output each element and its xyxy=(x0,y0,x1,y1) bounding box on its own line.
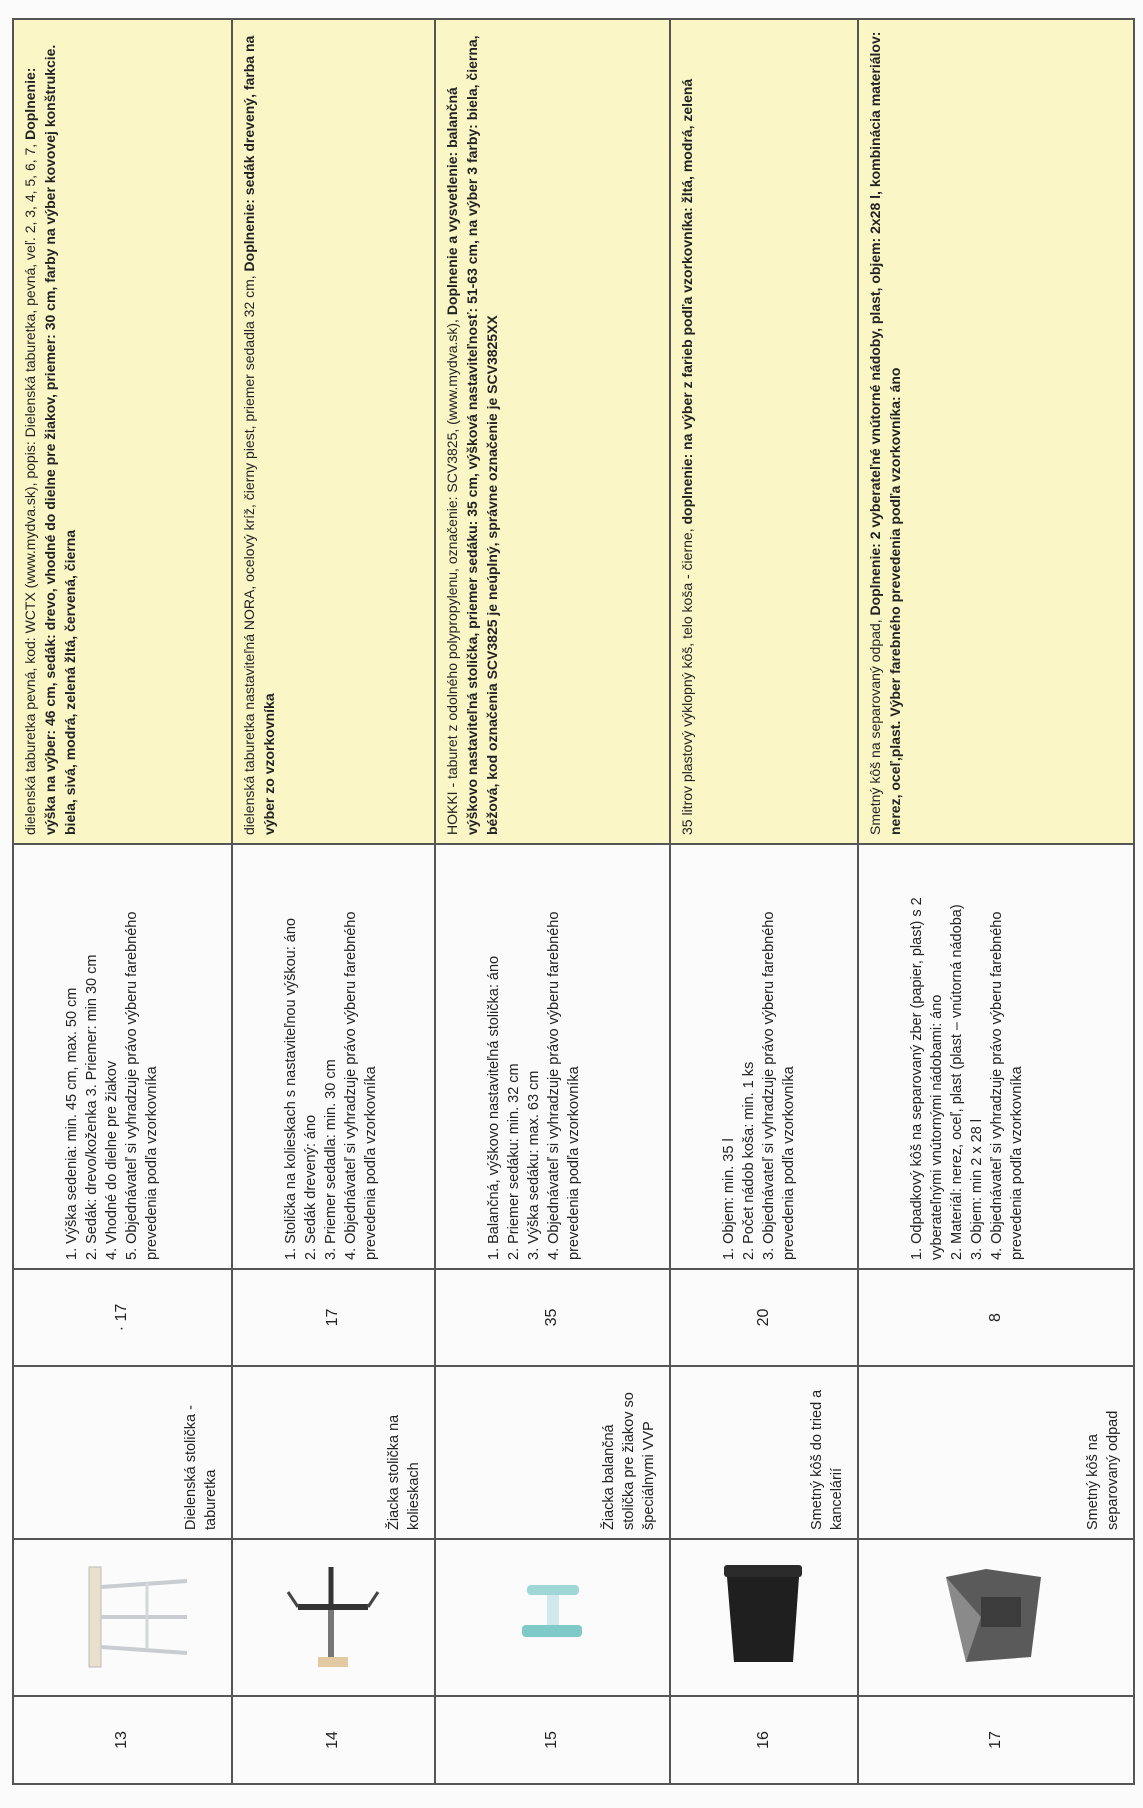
spec-line: 2. Sedák drevený: áno xyxy=(302,1114,319,1260)
spec-line: 1. Stolička na kolieskach s nastaviteľnou výškou: áno xyxy=(282,918,299,1260)
spec-line: prevedenia podľa vzorkovníka xyxy=(1008,1066,1025,1260)
spec-line: 3. Priemer sedadla: min. 30 cm xyxy=(322,1059,339,1260)
quantity: 17 xyxy=(113,1303,131,1322)
quantity-mark: · xyxy=(113,1325,131,1332)
offer-description xyxy=(670,19,858,844)
offer-description xyxy=(858,19,1134,844)
spec-line: vyberateľnými vnútornými nádobami: áno xyxy=(928,994,945,1260)
product-image-cell xyxy=(435,1539,670,1696)
offer-description xyxy=(232,19,435,844)
requirements xyxy=(858,844,1134,1269)
product-image-cell xyxy=(232,1539,435,1696)
product-image-cell xyxy=(858,1539,1134,1696)
product-name: Smetný kôš do tried a kancelárií xyxy=(670,1366,858,1539)
spec-line: prevedenia podľa vzorkovníka xyxy=(362,1066,379,1260)
balance-stool-icon xyxy=(477,1540,627,1695)
spec-line: 1. Objem: min. 35 l xyxy=(720,1138,737,1260)
quantity: 20 xyxy=(670,1269,858,1366)
stool-icon xyxy=(47,1540,197,1695)
spec-line: 3. Výška sedáku: max. 63 cm xyxy=(525,1070,542,1260)
spec-line: 1. Výška sedenia: min. 45 cm, max. 50 cm xyxy=(64,987,80,1260)
offer-addition: Doplnenie: sedák drevený, farba na výber zo vzorkovníka xyxy=(240,35,277,835)
requirements xyxy=(435,844,670,1269)
offer-addition: Doplnenie: 2 vyberateľné vnútorné nádoby, plast, objem: 2x28 l, kombinácia materiálov: nerez, oceľ,plast. Výber farebného prevedenia podľa vzorkovníka: áno xyxy=(866,31,903,835)
offer-text: Smetný kôš na separovaný odpad, xyxy=(866,615,883,835)
offer-addition: Doplnenie: výška na výber: 46 cm, sedák: drevo, vhodné do dielne pre žiakov, priemer: 30 cm, farby na výber kovovej konštrukcie. biela, sivá, modrá, zelená žltá, červená, čierna xyxy=(22,44,78,835)
product-name: Žiacka stolička na kolieskach xyxy=(232,1366,435,1539)
rotated-table-container xyxy=(12,20,1135,1785)
product-name: Žiacka balančná stolička pre žiakov so špeciálnymi VVP xyxy=(435,1366,670,1539)
spec-line: 4. Vhodné do dielne pre žiakov xyxy=(104,1060,120,1260)
spec-line: 4. Objednávateľ si vyhradzuje právo výberu farebného xyxy=(988,911,1005,1260)
quantity: 17 xyxy=(232,1269,435,1366)
quantity: 35 xyxy=(435,1269,670,1366)
spec-line: 4. Objednávateľ si vyhradzuje právo výberu farebného xyxy=(342,911,359,1260)
spec-line: prevedenia podľa vzorkovníka xyxy=(144,1066,160,1260)
product-image-cell xyxy=(670,1539,858,1696)
product-image-cell xyxy=(13,1539,232,1696)
spec-line: prevedenia podľa vzorkovníka xyxy=(780,1066,797,1260)
spec-line: 4. Objednávateľ si vyhradzuje právo výberu farebného xyxy=(545,911,562,1260)
spec-line: 2. Sedák: drevo/koženka 3. Priemer: min 30 cm xyxy=(84,954,100,1260)
offer-text: 35 litrov plastový výklopný kôš, telo koša - čierne, xyxy=(678,524,695,835)
requirements xyxy=(232,844,435,1269)
rolling-stool-icon xyxy=(258,1540,408,1695)
offer-addition: Doplnenie a vysvetlenie: balančná výškovo nastaviteľná stolička, priemer sedáku: 35 cm, výšková nastaviteľnosť: 51-63 cm, na výber 3 farby: biela, čierna, béžová, kod označenia SCV3825 je neúplný, správne označenie je SCV3825XX xyxy=(443,35,500,835)
product-name: Smetný kôš na separovaný odpad xyxy=(858,1366,1134,1539)
table-row xyxy=(232,19,435,1784)
spec-line: 1. Balančná, výškovo nastaviteľná stolička: áno xyxy=(485,955,502,1260)
table-row xyxy=(670,19,858,1784)
offer-text: dielenská taburetka nastaviteľná NORA, ocelový kríž, čierny piest, priemer sedadla 32 cm, xyxy=(240,271,257,835)
offer-text: dielenská taburetka pevná, kod: WCTX (www.mydva.sk), popis: Dielenská taburetka, pevná, veľ. 2, 3, 4, 5, 6, 7, xyxy=(22,139,38,835)
product-table xyxy=(12,18,1135,1785)
row-number: 17 xyxy=(858,1696,1134,1784)
quantity: 8 xyxy=(858,1269,1134,1366)
spec-line: 5. Objednávateľ si vyhradzuje právo výberu farebného xyxy=(124,911,140,1260)
spec-line: 2. Počet nádob koša: min. 1 ks xyxy=(740,1061,757,1260)
row-number: 16 xyxy=(670,1696,858,1784)
table-row xyxy=(858,19,1134,1784)
product-name: Dielenská stolička - taburetka xyxy=(13,1366,232,1539)
table-row xyxy=(13,19,232,1784)
offer-description xyxy=(13,19,232,844)
row-number: 15 xyxy=(435,1696,670,1784)
offer-text: HOKKI - taburet z odolného polypropylenu, označenie: SCV3825, (www.mydva.sk), xyxy=(443,315,460,835)
spec-line: 2. Priemer sedáku: min. 32 cm xyxy=(505,1063,522,1260)
offer-description xyxy=(435,19,670,844)
spec-line: 3. Objednávateľ si vyhradzuje právo výberu farebného xyxy=(760,911,777,1260)
trash-bin-icon xyxy=(699,1540,829,1695)
spec-line: 1. Odpadkový kôš na separovaný zber (papier, plast) s 2 xyxy=(908,897,925,1260)
requirements xyxy=(670,844,858,1269)
row-number: 14 xyxy=(232,1696,435,1784)
offer-addition: doplnenie: na výber z farieb podľa vzorkovníka: žltá, modrá, zelená xyxy=(678,78,695,525)
spec-line: 2. Materiál: nerez, oceľ, plast (plast – vnútorná nádoba) xyxy=(948,904,965,1260)
spec-line: prevedenia podľa vzorkovníka xyxy=(565,1066,582,1260)
requirements xyxy=(13,844,232,1269)
row-number: 13 xyxy=(13,1696,232,1784)
separation-bin-icon xyxy=(926,1540,1066,1695)
spec-line: 3. Objem: min 2 x 28 l xyxy=(968,1118,985,1260)
table-row xyxy=(435,19,670,1784)
quantity-cell xyxy=(13,1269,232,1366)
